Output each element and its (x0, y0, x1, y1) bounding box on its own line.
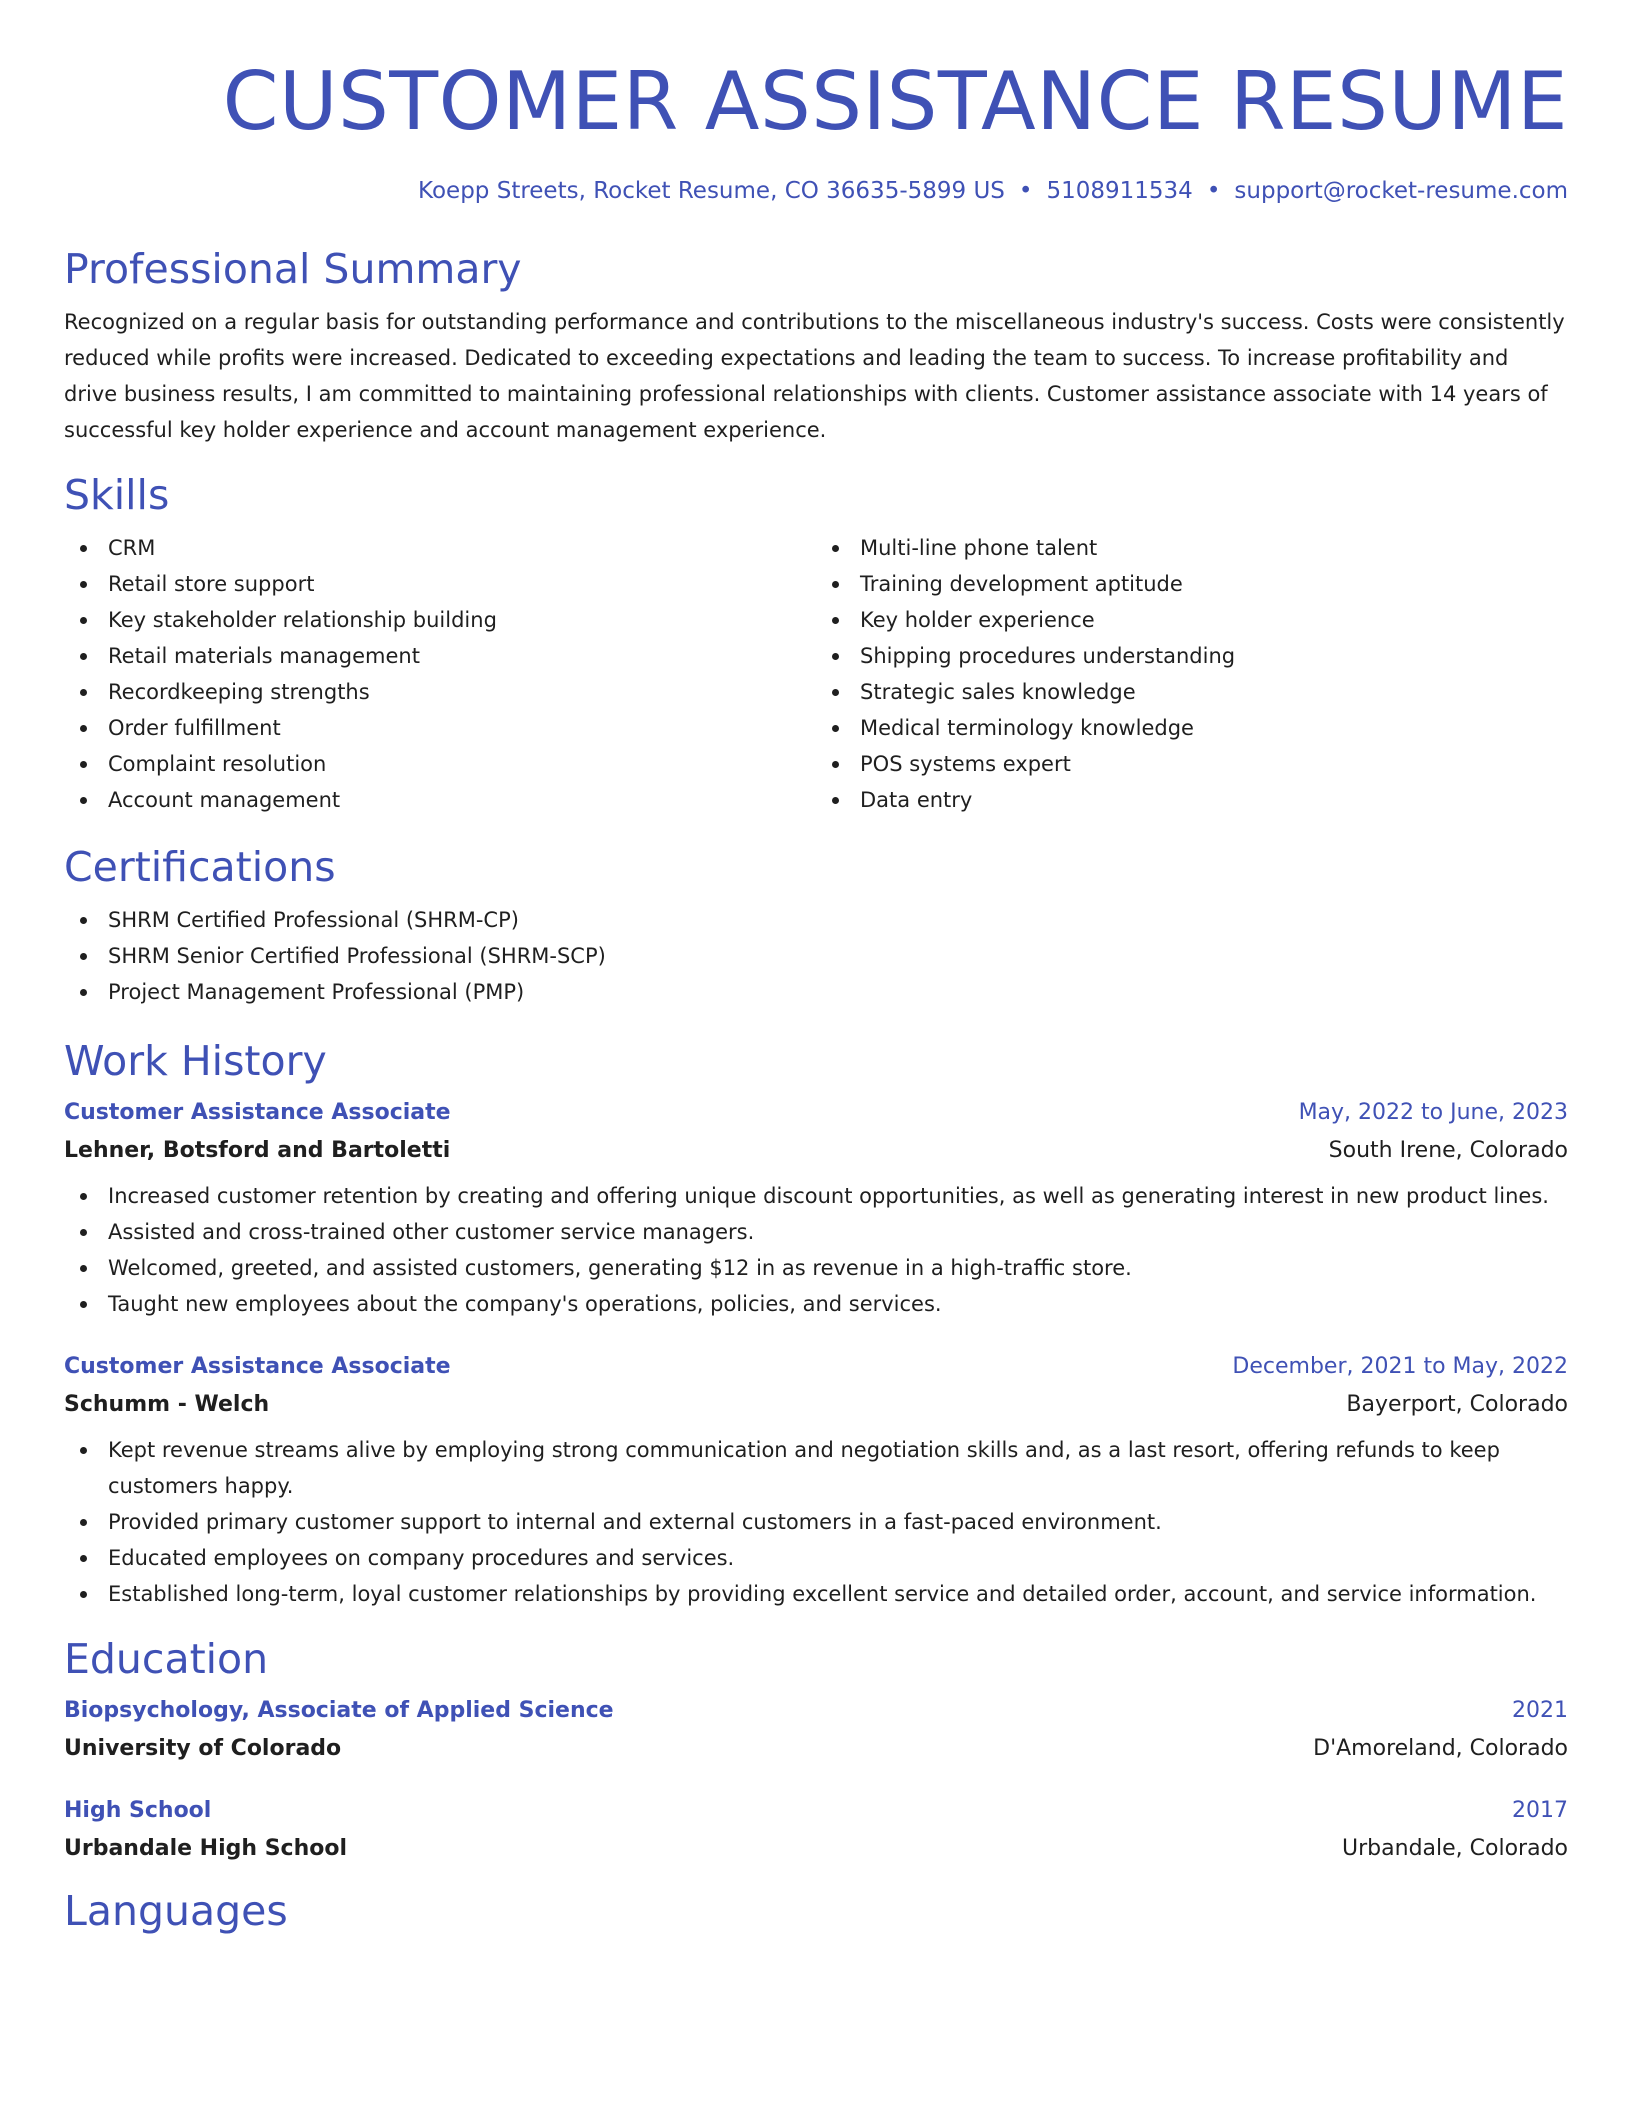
summary-heading: Professional Summary (64, 245, 522, 293)
job-bullet: Kept revenue streams alive by employing strong communication and negotiation skills and, as a last resort, offering refunds to keep customers happy. (64, 1432, 1568, 1504)
certifications-list (64, 902, 1568, 1010)
education-year: 2021 (1512, 1698, 1568, 1723)
education-entry (64, 1796, 1568, 1864)
job-bullet: Established long-term, loyal customer relationships by providing excellent service and detailed order, account, and service information. (64, 1576, 1568, 1612)
work-history-heading: Work History (64, 1037, 327, 1085)
contact-separator: • (1206, 178, 1221, 204)
skill-item: Training development aptitude (816, 566, 1568, 602)
skills-left-column (64, 530, 816, 818)
job-company: Schumm - Welch (64, 1392, 270, 1417)
job-location: Bayerport, Colorado (1346, 1392, 1568, 1417)
contact-line (64, 176, 1568, 206)
education-location: Urbandale, Colorado (1342, 1836, 1568, 1861)
job-bullets (64, 1178, 1568, 1322)
job-bullet: Welcomed, greeted, and assisted customers, generating $12 in as revenue in a high-traffic store. (64, 1250, 1568, 1286)
job-bullet: Assisted and cross-trained other customer service managers. (64, 1214, 1568, 1250)
education-degree: Biopsychology, Associate of Applied Science (64, 1698, 614, 1723)
skill-item: Strategic sales knowledge (816, 674, 1568, 710)
education-location: D'Amoreland, Colorado (1313, 1736, 1568, 1761)
job-dates: May, 2022 to June, 2023 (1298, 1100, 1568, 1125)
languages-heading: Languages (64, 1887, 288, 1935)
job-title: Customer Assistance Associate (64, 1354, 451, 1379)
job-bullets (64, 1432, 1568, 1612)
skill-item: Multi-line phone talent (816, 530, 1568, 566)
certification-item: Project Management Professional (PMP) (64, 974, 1568, 1010)
skill-item: CRM (64, 530, 816, 566)
education-school: Urbandale High School (64, 1836, 348, 1861)
job-bullet: Increased customer retention by creating and offering unique discount opportunities, as well as generating interest in new product lines. (64, 1178, 1568, 1214)
skill-item: Order fulfillment (64, 710, 816, 746)
job-bullet: Provided primary customer support to internal and external customers in a fast-paced environment. (64, 1504, 1568, 1540)
skill-item: Key stakeholder relationship building (64, 602, 816, 638)
skill-item: POS systems expert (816, 746, 1568, 782)
skill-item: Recordkeeping strengths (64, 674, 816, 710)
skills-heading: Skills (64, 471, 170, 519)
job-entry (64, 1352, 1568, 1612)
skill-item: Retail materials management (64, 638, 816, 674)
job-entry (64, 1098, 1568, 1322)
education-entry (64, 1696, 1568, 1764)
skill-item: Account management (64, 782, 816, 818)
skill-item: Data entry (816, 782, 1568, 818)
job-location: South Irene, Colorado (1328, 1138, 1568, 1163)
contact-address: Koepp Streets, Rocket Resume, CO 36635-5899 US (418, 178, 1005, 204)
contact-phone: 5108911534 (1046, 178, 1193, 204)
skill-item: Retail store support (64, 566, 816, 602)
skill-item: Key holder experience (816, 602, 1568, 638)
education-school: University of Colorado (64, 1736, 342, 1761)
skill-item: Complaint resolution (64, 746, 816, 782)
job-company: Lehner, Botsford and Bartoletti (64, 1138, 451, 1163)
skill-item: Shipping procedures understanding (816, 638, 1568, 674)
skill-item: Medical terminology knowledge (816, 710, 1568, 746)
summary-text: Recognized on a regular basis for outstanding performance and contributions to the miscellaneous industry's success. Costs were consistently reduced while profits were increased. Dedicated to exceeding expectations and leading the team to success. To increase profitability and drive business results, I am committed to maintaining professional relationships with clients. Customer assistance associate with 14 years of successful key holder experience and account management experience. (64, 310, 1565, 442)
certification-item: SHRM Certified Professional (SHRM-CP) (64, 902, 1568, 938)
certifications-heading: Certifications (64, 843, 336, 891)
contact-separator: • (1018, 178, 1033, 204)
job-bullet: Educated employees on company procedures and services. (64, 1540, 1568, 1576)
certification-item: SHRM Senior Certified Professional (SHRM-SCP) (64, 938, 1568, 974)
resume-title: CUSTOMER ASSISTANCE RESUME (222, 55, 1568, 148)
skills-right-column (816, 530, 1568, 818)
job-dates: December, 2021 to May, 2022 (1232, 1354, 1568, 1379)
contact-email: support@rocket-resume.com (1234, 178, 1568, 204)
job-bullet: Taught new employees about the company's operations, policies, and services. (64, 1286, 1568, 1322)
job-title: Customer Assistance Associate (64, 1100, 451, 1125)
skills-list (64, 530, 1568, 818)
education-heading: Education (64, 1635, 269, 1683)
education-degree: High School (64, 1798, 212, 1823)
education-year: 2017 (1512, 1798, 1568, 1823)
